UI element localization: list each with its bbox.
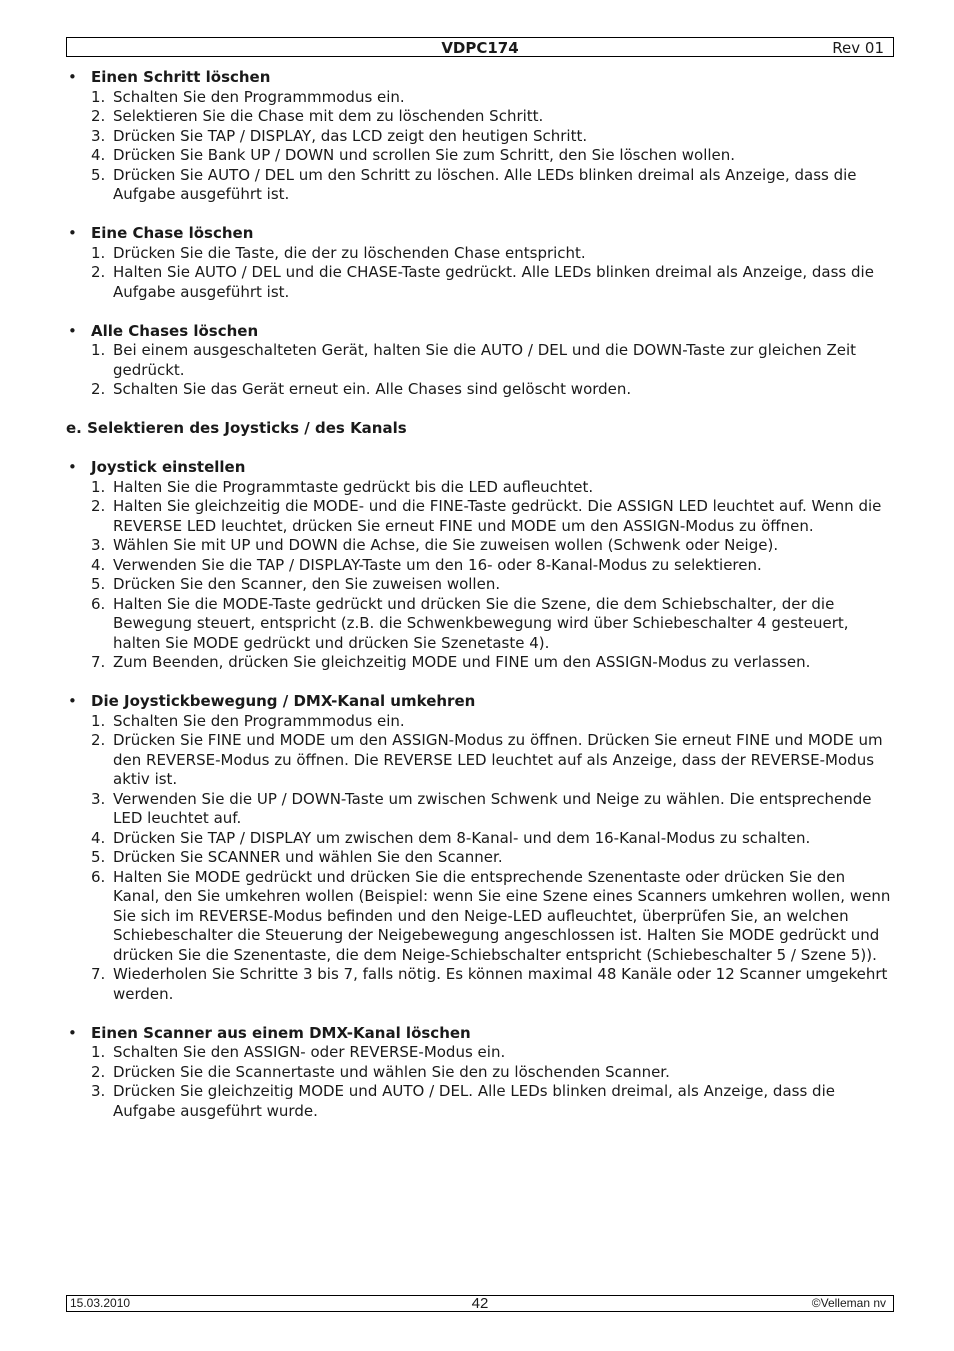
step-text: Wiederholen Sie Schritte 3 bis 7, falls nötig. Es können maximal 48 Kanäle oder 12 Scanner umgekehrt werden. xyxy=(113,965,888,1003)
list-item xyxy=(66,380,894,400)
step-number: 7. xyxy=(91,965,106,983)
list-item xyxy=(66,1082,894,1121)
list-item xyxy=(66,146,894,166)
list-item xyxy=(66,88,894,108)
list-item xyxy=(66,244,894,264)
bullet-icon: • xyxy=(68,224,77,242)
step-number: 5. xyxy=(91,848,106,866)
step-text: Schalten Sie das Gerät erneut ein. Alle Chases sind gelöscht worden. xyxy=(113,380,632,398)
list-item xyxy=(66,595,894,654)
page-header xyxy=(66,37,894,57)
list-item xyxy=(66,868,894,966)
step-number: 3. xyxy=(91,1082,106,1100)
step-number: 2. xyxy=(91,1062,106,1081)
model-number: VDPC174 xyxy=(441,39,519,57)
section xyxy=(66,458,894,673)
bullet-heading xyxy=(66,322,894,342)
step-number: 2. xyxy=(91,107,106,125)
bullet-heading-text: Eine Chase löschen xyxy=(91,224,254,242)
list-item xyxy=(66,575,894,595)
bullet-icon: • xyxy=(68,458,77,476)
step-number: 3. xyxy=(91,126,106,145)
list-item xyxy=(66,965,894,1004)
step-number: 1. xyxy=(91,243,106,262)
step-number: 2. xyxy=(91,497,106,515)
section xyxy=(66,322,894,400)
bullet-heading-text: Die Joystickbewegung / DMX-Kanal umkehren xyxy=(91,692,476,710)
list-item xyxy=(66,497,894,536)
step-number: 1. xyxy=(91,1043,106,1061)
step-number: 1. xyxy=(91,711,106,730)
section xyxy=(66,224,894,302)
step-number: 1. xyxy=(91,341,106,359)
step-text: Drücken Sie die Taste, die der zu löschenden Chase entspricht. xyxy=(113,243,586,262)
step-list xyxy=(66,244,894,303)
step-number: 4. xyxy=(91,828,106,847)
step-text: Verwenden Sie die TAP / DISPLAY-Taste um den 16- oder 8-Kanal-Modus zu selektieren. xyxy=(113,555,762,574)
list-item xyxy=(66,107,894,127)
step-number: 7. xyxy=(91,653,106,671)
list-item xyxy=(66,829,894,849)
step-text: Drücken Sie TAP / DISPLAY, das LCD zeigt den heutigen Schritt. xyxy=(113,126,588,145)
step-text: Drücken Sie AUTO / DEL um den Schritt zu löschen. Alle LEDs blinken dreimal als Anzeige, dass die Aufgabe ausgeführt ist. xyxy=(113,165,857,203)
bullet-icon: • xyxy=(68,1023,77,1042)
section xyxy=(66,1024,894,1122)
bullet-icon: • xyxy=(68,68,77,86)
step-number: 6. xyxy=(91,867,106,886)
step-text: Verwenden Sie die UP / DOWN-Taste um zwischen Schwenk und Neige zu wählen. Die entsprechende LED leuchtet auf. xyxy=(113,789,872,827)
list-item xyxy=(66,166,894,205)
bullet-heading xyxy=(66,68,894,88)
step-text: Drücken Sie FINE und MODE um den ASSIGN-Modus zu öffnen. Drücken Sie erneut FINE und MODE um den REVERSE-Modus zu öffnen. Die REVERSE LED leuchtet auf als Anzeige, dass der REVERSE-Modus aktiv ist. xyxy=(113,731,883,788)
step-text: Schalten Sie den ASSIGN- oder REVERSE-Modus ein. xyxy=(113,1043,506,1061)
step-text: Drücken Sie SCANNER und wählen Sie den Scanner. xyxy=(113,848,503,866)
step-text: Drücken Sie Bank UP / DOWN und scrollen Sie zum Schritt, den Sie löschen wollen. xyxy=(113,146,736,164)
list-item xyxy=(66,1063,894,1083)
step-text: Drücken Sie gleichzeitig MODE und AUTO / DEL. Alle LEDs blinken dreimal, als Anzeige, dass die Aufgabe ausgeführt wurde. xyxy=(113,1082,835,1120)
step-text: Drücken Sie die Scannertaste und wählen Sie den zu löschenden Scanner. xyxy=(113,1062,670,1081)
revision-label: Rev 01 xyxy=(832,39,884,57)
list-item xyxy=(66,712,894,732)
step-number: 3. xyxy=(91,536,106,554)
bullet-heading xyxy=(66,692,894,712)
bullet-heading xyxy=(66,458,894,478)
page-number: 42 xyxy=(471,1295,489,1312)
list-item xyxy=(66,848,894,868)
step-list xyxy=(66,88,894,205)
document-body xyxy=(66,68,894,1141)
list-item xyxy=(66,731,894,790)
bullet-heading-text: Joystick einstellen xyxy=(91,458,246,476)
list-item xyxy=(66,341,894,380)
bullet-heading-text: Einen Scanner aus einem DMX-Kanal löschen xyxy=(91,1023,471,1042)
step-number: 2. xyxy=(91,263,106,281)
step-text: Schalten Sie den Programmmodus ein. xyxy=(113,87,405,106)
section xyxy=(66,692,894,1004)
step-number: 3. xyxy=(91,789,106,808)
bullet-heading xyxy=(66,224,894,244)
step-text: Drücken Sie TAP / DISPLAY um zwischen dem 8-Kanal- und dem 16-Kanal-Modus zu schalten. xyxy=(113,828,811,847)
step-number: 5. xyxy=(91,575,106,593)
step-text: Halten Sie die MODE-Taste gedrückt und drücken Sie die Szene, die dem Schiebschalter, der die Bewegung steuert, entspricht (z.B. die Schwenkbewegung wird über Schiebeschalter 4 gesteuert, halten Sie MODE gedrückt und drücken Sie Szenetaste 4). xyxy=(113,594,849,652)
step-text: Wählen Sie mit UP und DOWN die Achse, die Sie zuweisen wollen (Schwenk oder Neige). xyxy=(113,536,779,554)
step-number: 2. xyxy=(91,731,106,749)
bullet-heading xyxy=(66,1024,894,1044)
step-number: 5. xyxy=(91,165,106,184)
step-list xyxy=(66,341,894,400)
step-number: 6. xyxy=(91,594,106,613)
step-text: Schalten Sie den Programmmodus ein. xyxy=(113,711,405,730)
list-item xyxy=(66,478,894,498)
bullet-icon: • xyxy=(68,692,77,710)
step-number: 1. xyxy=(91,87,106,106)
list-item xyxy=(66,653,894,673)
step-text: Zum Beenden, drücken Sie gleichzeitig MODE und FINE um den ASSIGN-Modus zu verlassen. xyxy=(113,653,811,671)
step-text: Halten Sie die Programmtaste gedrückt bis die LED aufleuchtet. xyxy=(113,477,594,496)
section xyxy=(66,419,894,439)
list-item xyxy=(66,263,894,302)
step-number: 4. xyxy=(91,555,106,574)
section xyxy=(66,68,894,205)
step-number: 1. xyxy=(91,477,106,496)
step-number: 2. xyxy=(91,380,106,398)
step-text: Selektieren Sie die Chase mit dem zu löschenden Schritt. xyxy=(113,107,544,125)
list-item xyxy=(66,790,894,829)
bullet-heading-text: Einen Schritt löschen xyxy=(91,68,271,86)
footer-copyright: ©Velleman nv xyxy=(811,1296,886,1310)
step-text: Halten Sie MODE gedrückt und drücken Sie die entsprechende Szenentaste oder drücken Sie den Kanal, den Sie umkehren wollen (Beispiel: wenn Sie eine Szene eines Scanners umkehren wollen, wenn Sie sich im REVERSE-Modus befinden und den Neige-LED aufleuchtet, überprüfen Sie, an welchen Schiebeschalter die Steuerung der Neigebewegung angeschlossen ist. Halten Sie MODE gedrückt und drücken Sie die Szenentaste, die dem Neige-Schiebschalter entspricht (Schiebeschalter 5 / Szene 5)). xyxy=(113,867,891,964)
step-number: 4. xyxy=(91,146,106,164)
list-item xyxy=(66,1043,894,1063)
step-list xyxy=(66,1043,894,1121)
step-text: Drücken Sie den Scanner, den Sie zuweisen wollen. xyxy=(113,575,501,593)
section-heading: e. Selektieren des Joysticks / des Kanals xyxy=(66,419,407,437)
step-text: Halten Sie gleichzeitig die MODE- und die FINE-Taste gedrückt. Die ASSIGN LED leuchtet auf. Wenn die REVERSE LED leuchtet, drücken Sie erneut FINE und MODE um den ASSIGN-Modus zu öffnen. xyxy=(113,497,882,535)
step-list xyxy=(66,712,894,1005)
list-item xyxy=(66,536,894,556)
step-list xyxy=(66,478,894,673)
step-text: Halten Sie AUTO / DEL und die CHASE-Taste gedrückt. Alle LEDs blinken dreimal als Anzeige, dass die Aufgabe ausgeführt ist. xyxy=(113,263,874,301)
bullet-icon: • xyxy=(68,321,77,340)
step-text: Bei einem ausgeschalteten Gerät, halten Sie die AUTO / DEL und die DOWN-Taste zur gleichen Zeit gedrückt. xyxy=(113,341,857,379)
list-item xyxy=(66,127,894,147)
footer-date: 15.03.2010 xyxy=(70,1296,131,1310)
list-item xyxy=(66,556,894,576)
page-footer xyxy=(66,1295,894,1312)
bullet-heading-text: Alle Chases löschen xyxy=(91,321,259,340)
